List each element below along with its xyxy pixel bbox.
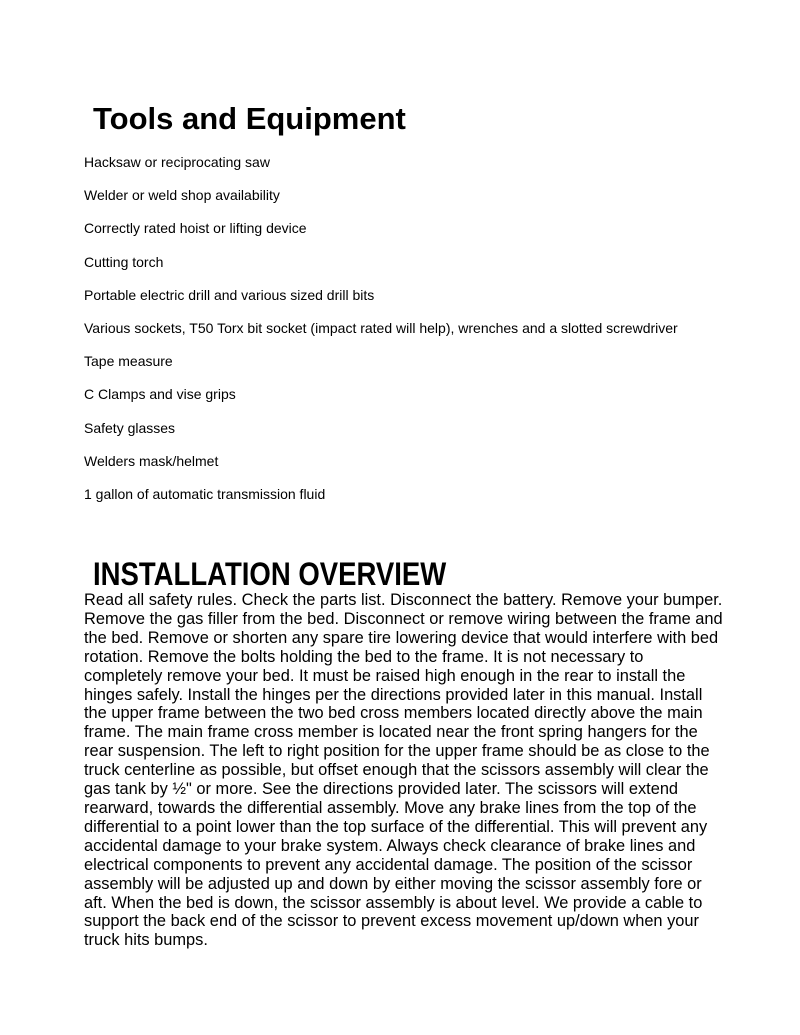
tools-list (84, 152, 678, 517)
tool-item: Welders mask/helmet (84, 452, 219, 469)
tool-item: Correctly rated hoist or lifting device (84, 220, 307, 237)
tool-item: Tape measure (84, 353, 173, 370)
installation-overview-paragraph: Read all safety rules. Check the parts list. Disconnect the battery. Remove your bumper. Remove the gas filler from the bed. Disconnect or remove wiring between the frame and the bed. Remove or shorten any spare tire lowering device that would interfere with bed rotation. Remove the bolts holding the bed to the frame. It is not necessary to completely remove your bed. It must be raised high enough in the rear to install the hinges safely. Install the hinges per the directions provided later in this manual. Install the upper frame between the two bed cross members located directly above the main frame. The main frame cross member is located near the front spring hangers for the rear suspension. The left to right position for the upper frame should be as close to the truck centerline as possible, but offset enough that the scissors assembly will clear the gas tank by ½" or more. See the directions provided later. The scissors will extend rearward, towards the differential assembly. Move any brake lines from the top of the differential to a point lower than the top surface of the differential. This will prevent any accidental damage to your brake system. Always check clearance of brake lines and electrical components to prevent any accidental damage. The position of the scissor assembly will be adjusted up and down by either moving the scissor assembly fore or aft. When the bed is down, the scissor assembly is about level. We provide a cable to support the back end of the scissor to prevent excess movement up/down when your truck hits bumps. (84, 591, 723, 950)
tool-item: Various sockets, T50 Torx bit socket (impact rated will help), wrenches and a slotted screwdriver (84, 319, 678, 336)
tool-item: Portable electric drill and various sized drill bits (84, 286, 375, 303)
installation-overview-heading: INSTALLATION OVERVIEW (93, 556, 447, 592)
tool-item: Welder or weld shop availability (84, 187, 280, 204)
tool-item: Safety glasses (84, 419, 176, 436)
tool-item: Hacksaw or reciprocating saw (84, 154, 270, 170)
tools-heading: Tools and Equipment (93, 101, 406, 136)
tool-item: C Clamps and vise grips (84, 386, 236, 403)
tool-item: 1 gallon of automatic transmission fluid (84, 485, 326, 502)
tool-item: Cutting torch (84, 253, 164, 270)
